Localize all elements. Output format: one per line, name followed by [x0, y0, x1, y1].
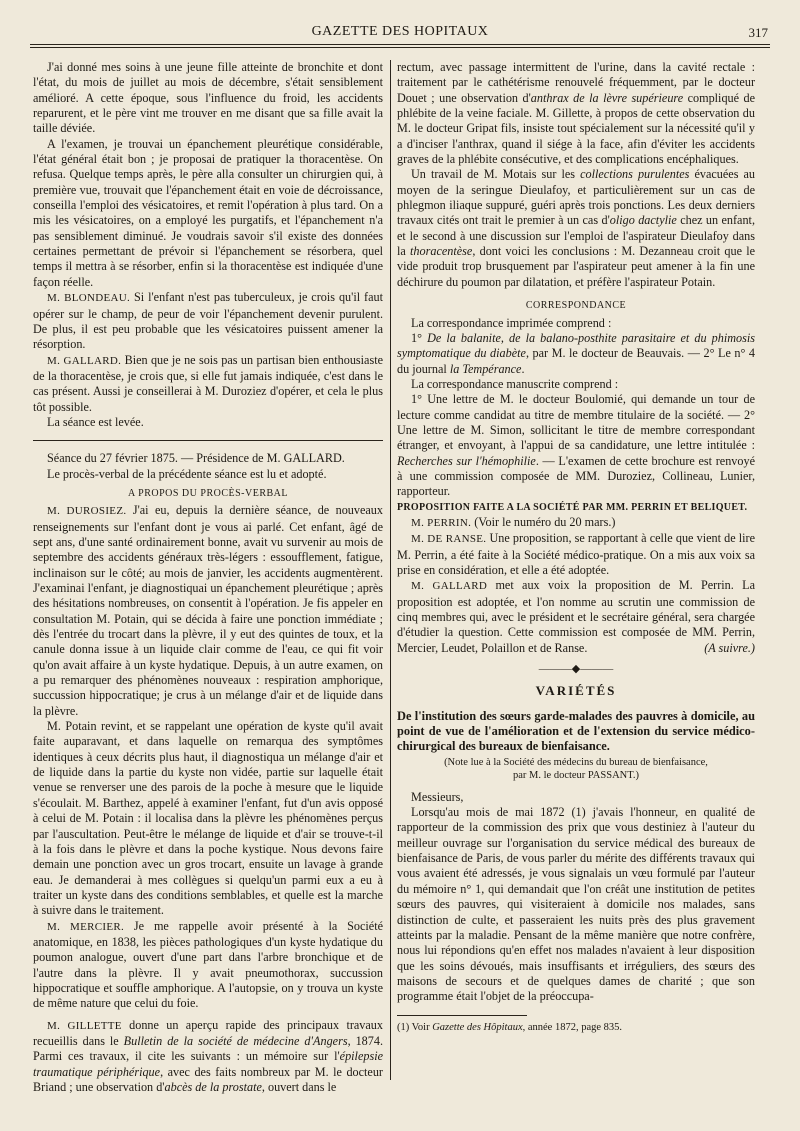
speech-text: , ouvert dans le: [261, 1080, 337, 1094]
page-header: [30, 24, 770, 42]
salutation: Messieurs,: [411, 789, 464, 804]
ornament-divider: ———◆———: [538, 663, 614, 676]
section-heading: CORRESPONDANCE: [525, 300, 627, 312]
italic-title: Gazette des Hôpitaux: [432, 1021, 523, 1033]
text: Un travail de M. Motais sur les: [411, 167, 581, 182]
page-number: 317: [748, 25, 768, 40]
paragraph: [33, 919, 383, 1012]
text: (1) Voir: [397, 1021, 433, 1033]
speaker-name: M. BLONDEAU.: [47, 292, 131, 305]
text: , dont voici les conclusions : M. Dezanneau croit que le vide produit trop brusquement par l'aspirateur peut amener à la fin une déchirure du poumon par dilatation, et préfère l'aspirateur Potain.: [397, 244, 756, 289]
journal-title: GAZETTE DES HOPITAUX: [311, 24, 489, 39]
minutes-line: Le procès-verbal de la précédente séance est lu et adopté.: [47, 466, 327, 481]
paragraph: [33, 1018, 383, 1096]
speaker-name: M. GALLARD: [411, 580, 488, 593]
text: .: [521, 361, 525, 376]
italic-title: Bulletin de la société de médecine d'Angers: [123, 1033, 348, 1048]
paragraph: [33, 503, 383, 719]
speech-text: met aux voix la proposition de M. Perrin. La proposition est adoptée, et l'on nomme au scrutin une commission de cinq membres qui, avec le président et le secrétaire général, sera chargée d'étudier la question. Cette commission est composée de MM. Perrin, Mercier, Leudet, Polaillon et de Ranse.: [397, 578, 755, 655]
speech-text: Bien que je ne sois pas un partisan bien enthousiaste de la thoracentèse, je crois que, si elle fut jamais indiquée, c'est dans le cas présent. Aussi je conseillerai à M. Duroziez d'opérer, et cela le plus tôt possible.: [33, 352, 383, 414]
paragraph: [33, 290, 383, 352]
speaker-name: M. DUROSIEZ.: [47, 505, 127, 518]
paragraph: [397, 392, 755, 499]
speech-text: , 1874. Parmi ces travaux, il cite les suivants : un mémoire sur l': [33, 1033, 383, 1064]
left-column: [33, 60, 383, 1095]
paragraph: M. Potain revint, et se rappelant une opération de kyste qu'il avait faite auparavant, et dans laquelle on remarqua des symptômes identiques à ceux décrits plus haut, il diagnostiqua un mélange d'air et de liquide dans la partie du kyste non vidée, partie sur laquelle était venue se renverser une des parois de la poche à mesure que le liquide s'écoulait. M. Barthez, appelé à examiner l'enfant, fut d'un avis opposé à celui de M. Potain : il localisa dans la plèvre les phénomènes perçus par l'auscultation. Peut-être le mélange de liquide et d'air se trouve-t-il à la fois dans le plèvre et dans la poche kystique. Nous devons faire demain une ponction avec un gros trocart, ensuite un lavage à grande eau. Je demanderai à mes collègues si quelqu'un parmi eux a eu à traiter un kyste dans des conditions semblables, et quelle est la marche à suivre dans le traitement.: [33, 719, 383, 918]
paragraph: A l'examen, je trouvai un épanchement pleurétique considérable, l'état général était bon ; je proposai de pratiquer la thoracentèse. On refusa. Quelque temps après, le père alla consulter un chirurgien qui, à première vue, trouvait que l'épanchement était en voie de décroissance, conseilla l'emploi des vésicatoires, et remit l'opération à plus tard. On a mis les vésicatoires, on a employé les purgatifs, et l'épanchement n'a pas sensiblement diminué. Je voudrais savoir s'il existe des données certaines permettant de prévoir si l'épanchement se résorbera, quel temps il mettra à se résorber, enfin si la thoracentèse est indiquée d'une façon réelle.: [33, 136, 383, 289]
text: rectum, avec passage intermittent de l'urine, dans la cavité rectale : traitement par le cathétérisme renouvelé fréquemment, par le docteur Douet ; une observation d': [397, 60, 755, 105]
text: chez un enfant, et le second à une discussion sur l'emploi de l'aspirateur Dieulafoy dans la: [397, 213, 755, 259]
paragraph: La séance est levée.: [47, 414, 144, 429]
paragraph: La correspondance manuscrite comprend :: [411, 376, 619, 391]
speech-text: , avec des faits nombreux par M. le docteur Briand ; une observation d': [33, 1064, 383, 1094]
paragraph: [33, 353, 383, 415]
speech-text: Je me rappelle avoir présenté à la Société anatomique, en 1838, les pièces pathologiques d'un kyste hydatique du poumon analogue, ouvert d'une part dans l'arbre bronchique et de l'autre dans la plèvre. Il y avait pneumothorax, succussion hippocratique et souffle amphorique. A l'autopsie, on y trouva un kyste de même nature que celui du foie.: [33, 918, 383, 1011]
speech-text: J'ai eu, depuis la dernière séance, de nouveaux renseignements sur l'enfant dont je vous ai parlé. Cet enfant, âgé de sept ans, d'une santé ordinairement bonne, avait vu survenir au mois de septembre des accidents généraux très-légers : essoufflement, fatigue, inclinaison sur le côté; au mois de janvier, les accidents augmentèrent. J'examinai l'enfant, je diagnostiquai un épanchement pleurétique ; après des hésitations nombreuses, on consentit à l'opération. Je fis appeler en consultation M. Potain, qui se décida à faire une ponction immédiate ; dès l'entrée du trocart dans la plèvre, il y eut des quintes de toux, et la canule donna issue à un liquide clair comme de l'eau, ce qui fit voir qu'on avait affaire à un kyste hydatique. Depuis, à un autre examen, on a pu remarquer des phénomènes nouveaux : respiration amphorique, succussion hippocratique; je crus à un mélange d'air et de liquide dans la plèvre.: [33, 503, 383, 718]
italic-title: abcès de la prostate: [164, 1080, 262, 1094]
speaker-name: M. PERRIN.: [411, 516, 472, 529]
speech-text: Si l'enfant n'est pas tuberculeux, je crois qu'il faut opérer sur le champ, de peur de voir l'épanchement devenir purulent. De plus, il est peu probable que les vésicatoires puissent amener la résorption.: [33, 290, 383, 352]
section-heading: A PROPOS DU PROCÈS-VERBAL: [127, 487, 289, 499]
paragraph: [397, 331, 755, 377]
text: compliqué de phlébite de la veine faciale. M. Gillette, à propos de cette observation du M. le docteur Gripat fils, insiste tout spécialement sur la nécessité qu'il y a d'inciser l'anthrax, quand il siége à la face, afin d'éviter les accidents graves de la phlébite consécutive, et des complications encéphaliques.: [397, 90, 756, 167]
header-rule-top: [30, 44, 770, 45]
paragraph: Lorsqu'au mois de mai 1872 (1) j'avais l'honneur, en qualité de rapporteur de la commission des prix que vous destiniez à l'auteur du meilleur ouvrage sur l'organisation du service médical des bureaux de bienfaisance de Paris, de vous parler du mérite des différents travaux qui vous avaient été adressés, je vous signalais un vœu formulé par l'auteur du mémoire n° 1, qui demandait que l'on créât une institution de petites sœurs des pauvres, qui visiteraient à domicile nos malades, sans distinction de culte, et passeraient les nuits près des plus gravement atteints par la maladie. Pensant de la même manière que notre confrère, nous lui répondions qu'en effet nos malades n'avaient à leur disposition que les soins dévoués, mais insuffisants et irréguliers, des sœurs des maisons de secours et de quelques dames de charité ; que son programme était l'objet de la préoccupa-: [397, 805, 755, 1004]
article-note: [397, 756, 755, 782]
italic-title: thoracentèse: [410, 244, 473, 259]
italic-title: Recherches sur l'hémophilie: [397, 453, 536, 468]
note-line: (Note lue à la Société des médecins du bureau de bienfaisance,: [444, 756, 708, 768]
text: évacuées au moyen de la seringue Dieulafoy, et particulièrement sur un cas de phlegmon iliaque suppuré, guéri après trois ponctions. Les deux derniers travaux cités ont trait le premier à un cas d': [397, 167, 755, 228]
italic-title: la Tempérance: [449, 361, 522, 376]
italic-title: collections purulentes: [580, 167, 690, 182]
text: . — L'examen de cette brochure est renvoyé à une commission composée de MM. Duroziez, Collineau, Lunier, rapporteur.: [397, 453, 755, 499]
text: 1° Une lettre de M. le docteur Boulomié, qui demande un tour de lecture comme candidat au titre de membre titulaire de la société. — 2° Une lettre de M. Simon, sollicitant le titre de membre correspondant étranger, et envoyant, à l'appui de sa candidature, une lettre intitulée :: [397, 392, 755, 453]
speaker-name: M. GALLARD.: [47, 354, 122, 367]
text: 1°: [411, 330, 428, 345]
paragraph: [397, 578, 755, 656]
header-rule-bottom: [30, 47, 770, 48]
italic-title: oligo dactylie: [609, 213, 677, 228]
italic-title: anthrax de la lèvre supérieure: [530, 90, 684, 105]
italic-title: épilepsie traumatique périphérique: [33, 1049, 383, 1079]
paragraph: [397, 531, 755, 578]
speaker-name: M. GILLETTE: [47, 1019, 122, 1032]
to-be-continued: (A suivre.): [704, 640, 755, 655]
footnote-rule: [397, 1015, 527, 1016]
article-title: De l'institution des sœurs garde-malades des pauvres à domicile, au point de vue de l'amélioration et de l'extension du service médico-chirurgical des bureaux de bienfaisance.: [397, 708, 755, 753]
paragraph: La correspondance imprimée comprend :: [411, 315, 612, 330]
session-heading: Séance du 27 février 1875. — Présidence de M. GALLARD.: [47, 451, 345, 466]
section-title-varietes: VARIÉTÉS: [535, 683, 617, 699]
speech-text: Une proposition, se rapportant à celle que vient de lire M. Perrin, a été faite à la Société médico-pratique. On a mis aux voix sa prise en considération, et elle a été adoptée.: [397, 531, 756, 577]
right-column: [397, 60, 755, 1035]
section-heading: PROPOSITION FAITE A LA SOCIÉTÉ PAR MM. PERRIN ET BELIQUET.: [397, 501, 748, 513]
text: , par M. le docteur de Beauvais. — 2° Le n° 4 du journal: [397, 346, 755, 376]
italic-title: De la balanite, de la balano-posthite parasitaire et du phimosis symptomatique du diabète: [397, 330, 756, 361]
paragraph: [397, 515, 755, 531]
section-divider: [33, 440, 383, 441]
footnote: [397, 1020, 755, 1035]
note-line: par M. le docteur PASSANT.): [513, 769, 639, 781]
speaker-name: M. MERCIER.: [47, 920, 125, 933]
column-separator: [390, 60, 391, 1080]
paragraph: [397, 167, 755, 290]
text: , année 1872, page 835.: [522, 1021, 623, 1033]
speech-text: donne un aperçu rapide des principaux travaux recueillis dans le: [33, 1017, 383, 1048]
speech-text: (Voir le numéro du 20 mars.): [474, 514, 616, 529]
speaker-name: M. DE RANSE.: [411, 533, 487, 546]
paragraph: [397, 60, 755, 167]
paragraph: J'ai donné mes soins à une jeune fille atteinte de bronchite et dont l'état, du mois de juillet au mois de décembre, s'était sensiblement amélioré. A cette époque, sous l'influence du froid, les accidents reparurent, et le père vint me trouver en me disant que sa fille avait la taille déviée.: [33, 60, 383, 136]
